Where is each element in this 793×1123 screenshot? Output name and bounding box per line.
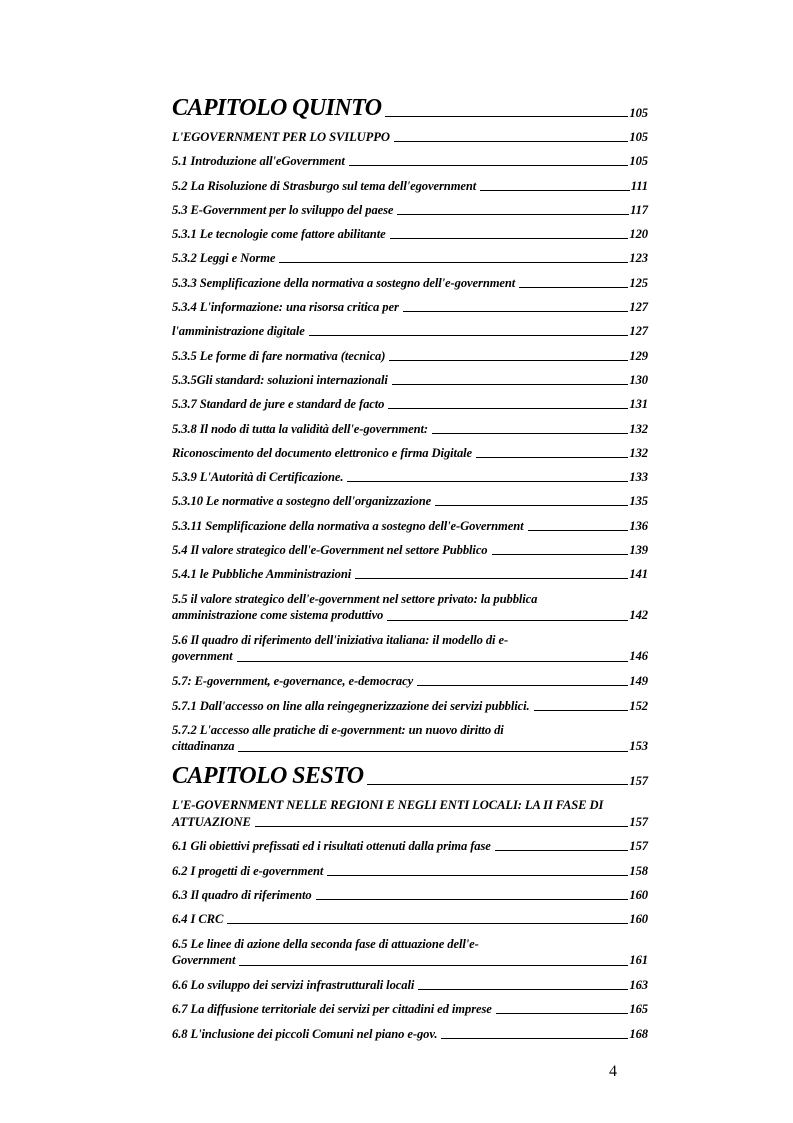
toc-entry (172, 977, 648, 993)
page-ref: 105 (629, 154, 648, 169)
leader-line (385, 116, 628, 117)
leader-line (237, 661, 629, 662)
leader-line (279, 262, 628, 263)
page-ref: 117 (630, 202, 648, 217)
toc-entry (172, 632, 648, 665)
page-ref: 136 (629, 518, 648, 533)
page-ref: 131 (629, 397, 648, 412)
toc-entry (172, 887, 648, 903)
toc-entry (172, 911, 648, 927)
page-ref: 163 (629, 977, 648, 992)
toc-entry (172, 445, 648, 461)
leader-line (227, 923, 628, 924)
entry-title: 5.1 Introduzione all'eGovernment (172, 154, 345, 169)
entry-title: 6.6 Lo sviluppo dei servizi infrastrutturali locali (172, 977, 415, 992)
entry-title: 6.2 I progetti di e-government (172, 863, 324, 878)
page-ref: 133 (629, 470, 648, 485)
entry-title: 6.8 L'inclusione dei piccoli Comuni nel piano e-gov. (172, 1026, 438, 1041)
entry-title: 6.3 Il quadro di riferimento (172, 888, 312, 903)
leader-line (519, 287, 628, 288)
entry-title: 5.3.5Gli standard: soluzioni internazionali (172, 372, 388, 387)
leader-line (492, 554, 629, 555)
entry-title: 5.4 Il valore strategico dell'e-Government nel settore Pubblico (172, 543, 488, 558)
toc-entry (172, 372, 648, 388)
entry-title: 5.7.2 L'accesso alle pratiche di e-government: un nuovo diritto di (172, 722, 504, 737)
leader-line (389, 360, 628, 361)
entry-title: 5.6 Il quadro di riferimento dell'iniziativa italiana: il modello di e- (172, 632, 509, 647)
entry-title: 6.1 Gli obiettivi prefissati ed i risultati ottenuti dalla prima fase (172, 839, 491, 854)
toc-entry (172, 566, 648, 582)
chapter-title: CAPITOLO SESTO (172, 763, 364, 790)
toc-entry (172, 178, 648, 194)
toc-entry (172, 1001, 648, 1017)
toc-entry (172, 275, 648, 291)
entry-title: 6.5 Le linee di azione della seconda fase di attuazione dell'e- (172, 936, 479, 951)
chapter-title: CAPITOLO QUINTO (172, 95, 382, 121)
page-number: 4 (609, 1063, 617, 1080)
leader-line (316, 899, 629, 900)
page-ref: 168 (629, 1026, 648, 1041)
entry-title: 5.5 il valore strategico dell'e-government nel settore privato: la pubblica (172, 591, 538, 606)
chapter-heading (172, 95, 648, 121)
entry-title: L'E-GOVERNMENT NELLE REGIONI E NEGLI ENTI LOCALI: LA II FASE DI (172, 798, 604, 813)
entry-title: 5.3.10 Le normative a sostegno dell'organizzazione (172, 494, 432, 509)
toc-entry (172, 153, 648, 169)
page-ref: 132 (629, 421, 648, 436)
entry-title: 5.3 E-Government per lo sviluppo del paese (172, 202, 394, 217)
leader-line (496, 1013, 629, 1014)
leader-line (480, 190, 630, 191)
leader-line (394, 141, 629, 142)
leader-line (528, 530, 629, 531)
toc-entry (172, 698, 648, 714)
page-ref: 135 (629, 494, 648, 509)
page-ref: 120 (629, 227, 648, 242)
page-ref: 105 (629, 130, 648, 144)
page-ref: 105 (629, 106, 648, 120)
entry-title-continued: Government (172, 953, 236, 968)
page-ref: 153 (629, 739, 648, 754)
leader-line (388, 408, 628, 409)
entry-title: 6.7 La diffusione territoriale dei servizi per cittadini ed imprese (172, 1002, 492, 1017)
table-of-contents (172, 95, 648, 1050)
toc-entry (172, 591, 648, 624)
toc-entry (172, 722, 648, 755)
page-ref: 111 (630, 178, 648, 193)
leader-line (495, 850, 629, 851)
leader-line (387, 620, 628, 621)
page-ref: 142 (629, 608, 648, 623)
leader-line (349, 165, 629, 166)
leader-line (238, 751, 628, 752)
leader-line (347, 481, 628, 482)
chapter-heading (172, 763, 648, 789)
entry-title: 5.3.9 L'Autorità di Certificazione. (172, 470, 344, 485)
page-ref: 141 (629, 567, 648, 582)
leader-line (392, 384, 629, 385)
page-ref: 160 (629, 912, 648, 927)
entry-title: 5.3.5 Le forme di fare normativa (tecnica) (172, 348, 386, 363)
leader-line (441, 1038, 628, 1039)
leader-line (476, 457, 628, 458)
toc-entry (172, 469, 648, 485)
leader-line (534, 710, 629, 711)
page-ref: 149 (629, 674, 648, 689)
toc-entry (172, 226, 648, 242)
toc-entry (172, 421, 648, 437)
entry-title: L'EGOVERNMENT PER LO SVILUPPO (172, 130, 390, 144)
toc-entry (172, 1026, 648, 1042)
leader-line (390, 238, 629, 239)
toc-entry (172, 936, 648, 969)
leader-line (239, 965, 628, 966)
toc-entry (172, 838, 648, 854)
page-ref: 127 (629, 324, 648, 339)
page-ref: 130 (629, 372, 648, 387)
entry-title: 5.3.2 Leggi e Norme (172, 251, 276, 266)
toc-entry (172, 518, 648, 534)
leader-line (432, 433, 628, 434)
page-ref: 125 (629, 275, 648, 290)
leader-line (397, 214, 629, 215)
page-ref: 127 (629, 300, 648, 315)
page-ref: 165 (629, 1002, 648, 1017)
page-ref: 157 (629, 814, 648, 829)
page-ref: 152 (629, 698, 648, 713)
page-ref: 123 (629, 251, 648, 266)
entry-title-continued: cittadinanza (172, 739, 235, 754)
entry-title-continued: amministrazione come sistema produttivo (172, 608, 384, 623)
entry-title: 5.3.4 L'informazione: una risorsa critica per (172, 300, 399, 315)
leader-line (418, 989, 628, 990)
leader-line (355, 578, 628, 579)
toc-entry (172, 299, 648, 315)
page-ref: 132 (629, 445, 648, 460)
entry-title: 5.7: E-government, e-governance, e-democracy (172, 674, 414, 689)
toc-entry (172, 863, 648, 879)
toc-entry (172, 493, 648, 509)
leader-line (327, 875, 628, 876)
toc-entry (172, 202, 648, 218)
leader-line (403, 311, 629, 312)
entry-title: 5.7.1 Dall'accesso on line alla reingegnerizzazione dei servizi pubblici. (172, 698, 530, 713)
entry-title: 5.3.7 Standard de jure e standard de facto (172, 397, 385, 412)
leader-line (309, 335, 629, 336)
page-ref: 157 (629, 839, 648, 854)
page-ref: 158 (629, 863, 648, 878)
entry-title-continued: ATTUAZIONE (172, 814, 251, 829)
page-ref: 146 (629, 649, 648, 664)
toc-entry (172, 323, 648, 339)
entry-title: 5.3.8 Il nodo di tutta la validità dell'e-government: (172, 421, 429, 436)
leader-line (367, 784, 628, 785)
toc-entry (172, 129, 648, 145)
entry-title: 6.4 I CRC (172, 912, 224, 927)
page-ref: 161 (629, 953, 648, 968)
page-ref: 129 (629, 348, 648, 363)
entry-title: 5.3.11 Semplificazione della normativa a sostegno dell'e-Government (172, 518, 524, 533)
leader-line (255, 826, 629, 827)
page-ref: 157 (629, 774, 648, 789)
toc-entry (172, 673, 648, 689)
page-ref: 139 (629, 543, 648, 558)
entry-title: 5.3.3 Semplificazione della normativa a sostegno dell'e-government (172, 275, 516, 290)
toc-entry (172, 797, 648, 830)
entry-title: 5.4.1 le Pubbliche Amministrazioni (172, 567, 352, 582)
entry-title: 5.2 La Risoluzione di Strasburgo sul tema dell'egovernment (172, 178, 477, 193)
entry-title: 5.3.1 Le tecnologie come fattore abilitante (172, 227, 386, 242)
toc-entry (172, 542, 648, 558)
entry-title: Riconoscimento del documento elettronico e firma Digitale (172, 445, 473, 460)
entry-title: l'amministrazione digitale (172, 324, 305, 339)
entry-title-continued: government (172, 649, 233, 664)
leader-line (417, 685, 628, 686)
toc-entry (172, 250, 648, 266)
toc-entry (172, 396, 648, 412)
leader-line (435, 505, 628, 506)
page-ref: 160 (629, 888, 648, 903)
toc-entry (172, 348, 648, 364)
